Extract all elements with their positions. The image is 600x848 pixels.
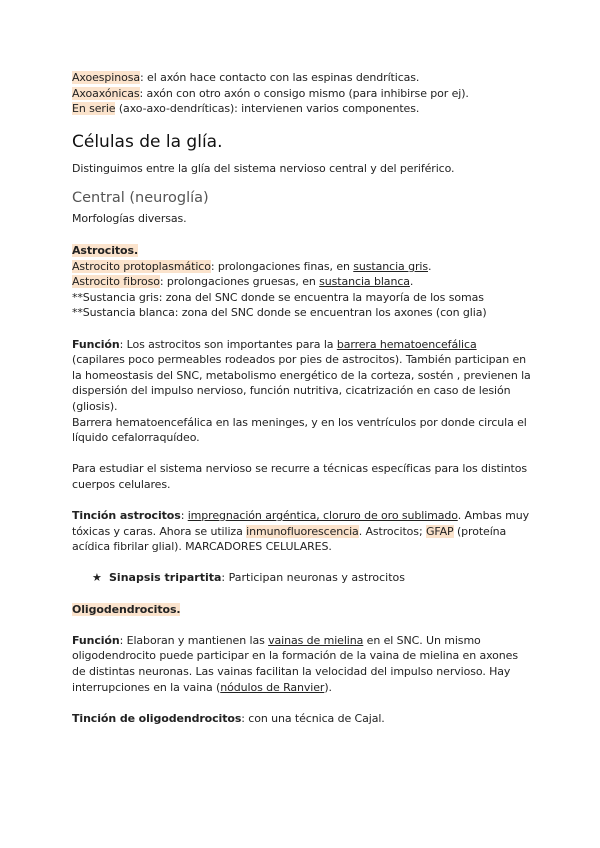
synapse-axoespinosa: Axoespinosa: el axón hace contacto con las espinas dendríticas. xyxy=(72,71,420,84)
highlight-term: En serie xyxy=(72,102,116,116)
astro-heading: Astrocitos. xyxy=(72,243,139,257)
link-impregnacion: impregnación argéntica, cloruro de oro sublimado xyxy=(187,509,458,523)
astro-barrera: Barrera hematoencefálica en las meninges, y en los ventrículos por donde circula el líquido cefalorraquídeo. xyxy=(72,415,527,445)
highlight-term: Axoespinosa xyxy=(72,71,141,84)
astro-funcion: Función: Los astrocitos son importantes para la barrera hematoencefálica (capilares poco permeables rodeados por pies de astrocitos). También participan en la homeostasis del SNC, metabolismo energético de la corteza, sostén , previenen la dispersión del impulso nervioso, función nutritiva, cicatrización en caso de lesión (gliosis). xyxy=(72,337,531,413)
oligo-tincion: Tinción de oligodendrocitos: con una técnica de Cajal. xyxy=(72,711,385,725)
oligo-funcion: Función: Elaboran y mantienen las vainas de mielina en el SNC. Un mismo oligodendrocito puede participar en la formación de la vaina de mielina en axones de distintas neuronas. Las vainas facilitan la velocidad del impulso nervioso. Hay interrupciones en la vaina (nódulos de Ranvier). xyxy=(72,633,518,694)
document-page xyxy=(72,70,532,726)
central-heading: Central (neuroglía) xyxy=(72,190,209,207)
link-barrera: barrera hematoencefálica xyxy=(336,337,477,351)
link-sustancia-blanca: sustancia blanca xyxy=(319,275,410,289)
estudio-paragraph: Para estudiar el sistema nervioso se recurre a técnicas específicas para los distintos cuerpos celulares. xyxy=(72,462,528,491)
tincion-astro: Tinción astrocitos: impregnación argéntica, cloruro de oro sublimado. Ambas muy tóxicas y caras. Ahora se utiliza inmunofluorescencia. Astrocitos; GFAP (proteína acídica fibrilar glial). MARCADORES CELULARES. xyxy=(72,509,530,554)
synapse-serie: En serie (axo-axo-dendríticas): intervienen varios componentes. xyxy=(72,102,420,116)
astro-fibroso: Astrocito fibroso: prolongaciones gruesas, en sustancia blanca. xyxy=(72,275,414,289)
glia-intro: Distinguimos entre la glía del sistema nervioso central y del periférico. xyxy=(72,161,455,175)
oligo-heading: Oligodendrocitos. xyxy=(72,602,181,616)
astro-note-gris: **Sustancia gris: zona del SNC donde se encuentra la mayoría de los somas xyxy=(72,290,484,304)
astro-proto: Astrocito protoplasmático: prolongaciones finas, en sustancia gris. xyxy=(72,259,432,273)
star-icon: ★ xyxy=(92,571,102,585)
glia-heading: Células de la glía. xyxy=(72,131,223,152)
list-item: ★ Sinapsis tripartita: Participan neuronas y astrocitos xyxy=(92,571,406,585)
synapse-axoaxonicas: Axoaxónicas: axón con otro axón o consigo mismo (para inhibirse por ej). xyxy=(72,86,469,100)
link-nodulos-ranvier: nódulos de Ranvier xyxy=(220,680,325,694)
sinapsis-list xyxy=(72,570,532,586)
link-sustancia-gris: sustancia gris xyxy=(353,259,428,273)
highlight-term: Axoaxónicas xyxy=(72,86,140,100)
central-morph: Morfologías diversas. xyxy=(72,212,187,226)
astro-note-blanca: **Sustancia blanca: zona del SNC donde se encuentran los axones (con glia) xyxy=(72,306,487,320)
link-vainas-mielina: vainas de mielina xyxy=(268,633,364,647)
